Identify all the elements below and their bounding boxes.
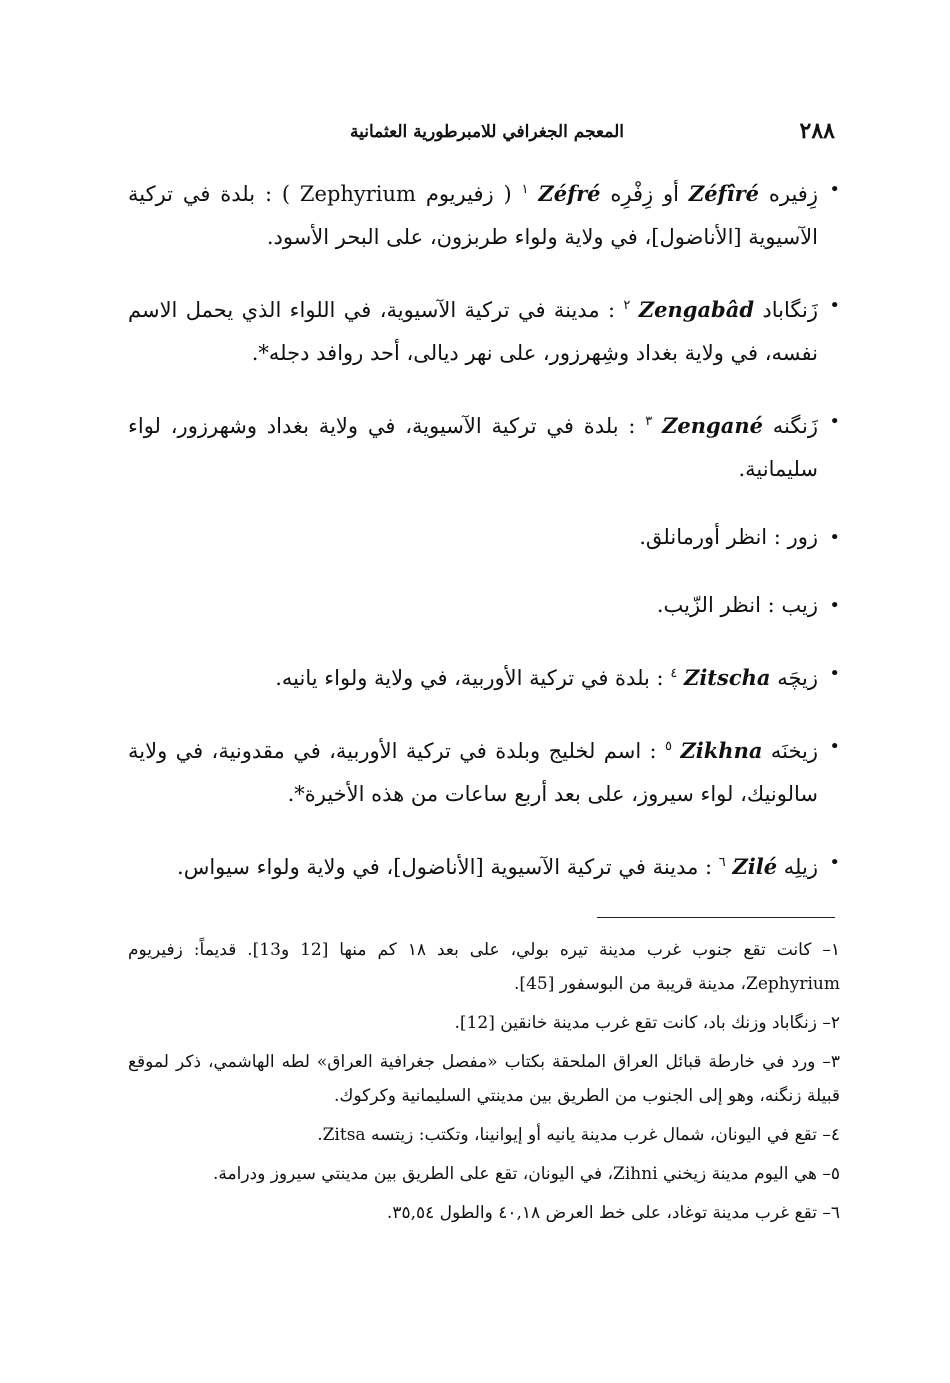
footnote-6: ٦– تقع غرب مدينة توغاد، على خط العرض ٤٠,١٨ والطول ٣٥,٥٤. [386, 1203, 840, 1223]
entry-headword: زور [787, 525, 818, 549]
footnote-reference: ٤ [670, 666, 678, 681]
entry-latin-name: Zilé [732, 854, 778, 879]
entry-headword: زيچَه [777, 666, 818, 690]
footnote-1: ١– كانت تقع جنوب غرب مدينة تيره بولي، على بعد ١٨ كم منها [12 و13]. قديماً: زفيريوم Zephyrium، مدينة قريبة من البوسفور [45]. [128, 940, 840, 994]
page-header [130, 118, 835, 152]
entry-latin-name: Zengané [662, 413, 763, 438]
footnotes [128, 933, 840, 1235]
bullet-marker: • [829, 527, 840, 548]
entry-description: : انظر أورمانلق. [639, 525, 781, 549]
running-title: المعجم الجغرافي للامبرطورية العثمانية [350, 122, 624, 142]
footnote-reference: ١ [521, 182, 529, 197]
page-number: ٢٨٨ [799, 118, 835, 144]
entry-zile [128, 841, 840, 889]
entry-description: : اسم لخليج وبلدة في تركية الأوربية، في مقدونية، في ولاية سالونيك، لواء سيروز، على بعد أربع ساعات من هذه الأخيرة*. [128, 739, 818, 806]
entry-zur [128, 516, 840, 559]
bullet-marker: • [829, 179, 840, 200]
entry-latin-name: Zengabâd [638, 297, 755, 322]
entry-description: : مدينة في تركية الآسيوية، في اللواء الذي يحمل الاسم نفسه، في ولاية بغداد وشِهرزور، على نهر ديالى، أحد روافد دجله*. [128, 298, 818, 365]
entry-headword-alt: زِفْرِه [610, 182, 654, 206]
footnote-4: ٤– تقع في اليونان، شمال غرب مدينة يانيه أو إيوانينا، وتكتب: زيتسه Zitsa. [317, 1125, 840, 1145]
entry-headword: زيب [781, 593, 818, 617]
bullet-marker: • [829, 663, 840, 684]
entry-description: : بلدة في تركية الأوربية، في ولاية ولواء يانيه. [275, 666, 664, 690]
entry-latin-name: Zikhna [680, 738, 763, 763]
entry-zib [128, 584, 840, 627]
entry-headword: زَنگنه [772, 414, 818, 438]
entry-zitscha [128, 652, 840, 700]
entry-zengane [128, 400, 840, 491]
entry-zengabad [128, 284, 840, 375]
entry-zikhna [128, 725, 840, 816]
entry-text [128, 168, 818, 259]
entry-headword: زِفيره [768, 182, 818, 206]
entry-connector: أو [663, 182, 680, 206]
footnote-reference: ٣ [645, 414, 653, 429]
entry-latin-name: Zitscha [684, 665, 771, 690]
footnote-separator [597, 917, 835, 918]
entry-headword: زَنگاباد [762, 298, 818, 322]
bullet-marker: • [829, 852, 840, 873]
entry-latin-name: Zéfîré [688, 181, 760, 206]
entry-description: : انظر الزّيب. [656, 593, 775, 617]
entry-zefire [128, 168, 840, 259]
footnote-5: ٥– هي اليوم مدينة زيخني Zihni، في اليونان، تقع على الطريق بين مدينتي سيروز ودرامة. [212, 1164, 840, 1184]
footnote-reference: ٥ [665, 739, 673, 754]
entry-latin-name-alt: Zéfré [538, 181, 601, 206]
entry-headword: زيخنَه [770, 739, 818, 763]
entry-description: : بلدة في تركية الآسيوية، في ولاية بغداد وشهرزور، لواء سليمانية. [128, 414, 818, 481]
entries-list [128, 168, 840, 914]
entry-text [128, 652, 818, 700]
bullet-marker: • [829, 595, 840, 616]
entry-description: : مدينة في تركية الآسيوية [الأناضول]، في ولاية ولواء سيواس. [177, 855, 713, 879]
entry-text [128, 516, 818, 559]
footnote-reference: ٦ [718, 855, 726, 870]
entry-description: ( زفيريوم Zephyrium ) : بلدة في تركية الآسيوية [الأناضول]، في ولاية ولواء طربزون، على البحر الأسود. [128, 182, 818, 249]
entry-text [128, 400, 818, 491]
bullet-marker: • [829, 736, 840, 757]
bullet-marker: • [829, 295, 840, 316]
bullet-marker: • [829, 411, 840, 432]
footnote-3: ٣– ورد في خارطة قبائل العراق الملحقة بكتاب «مفصل جغرافية العراق» لطه الهاشمي، ذكر لموقع قبيلة زنگنه، وهو إلى الجنوب من الطريق بين مدينتي السليمانية وكركوك. [128, 1052, 840, 1106]
entry-text [128, 284, 818, 375]
footnote-2: ٢– زنگاباد وزنك باد، كانت تقع غرب مدينة خانقين [12]. [454, 1013, 840, 1033]
entry-headword: زيلِه [783, 855, 818, 879]
footnote-reference: ٢ [623, 298, 631, 313]
entry-text [128, 584, 818, 627]
entry-text [128, 725, 818, 816]
entry-text [128, 841, 818, 889]
